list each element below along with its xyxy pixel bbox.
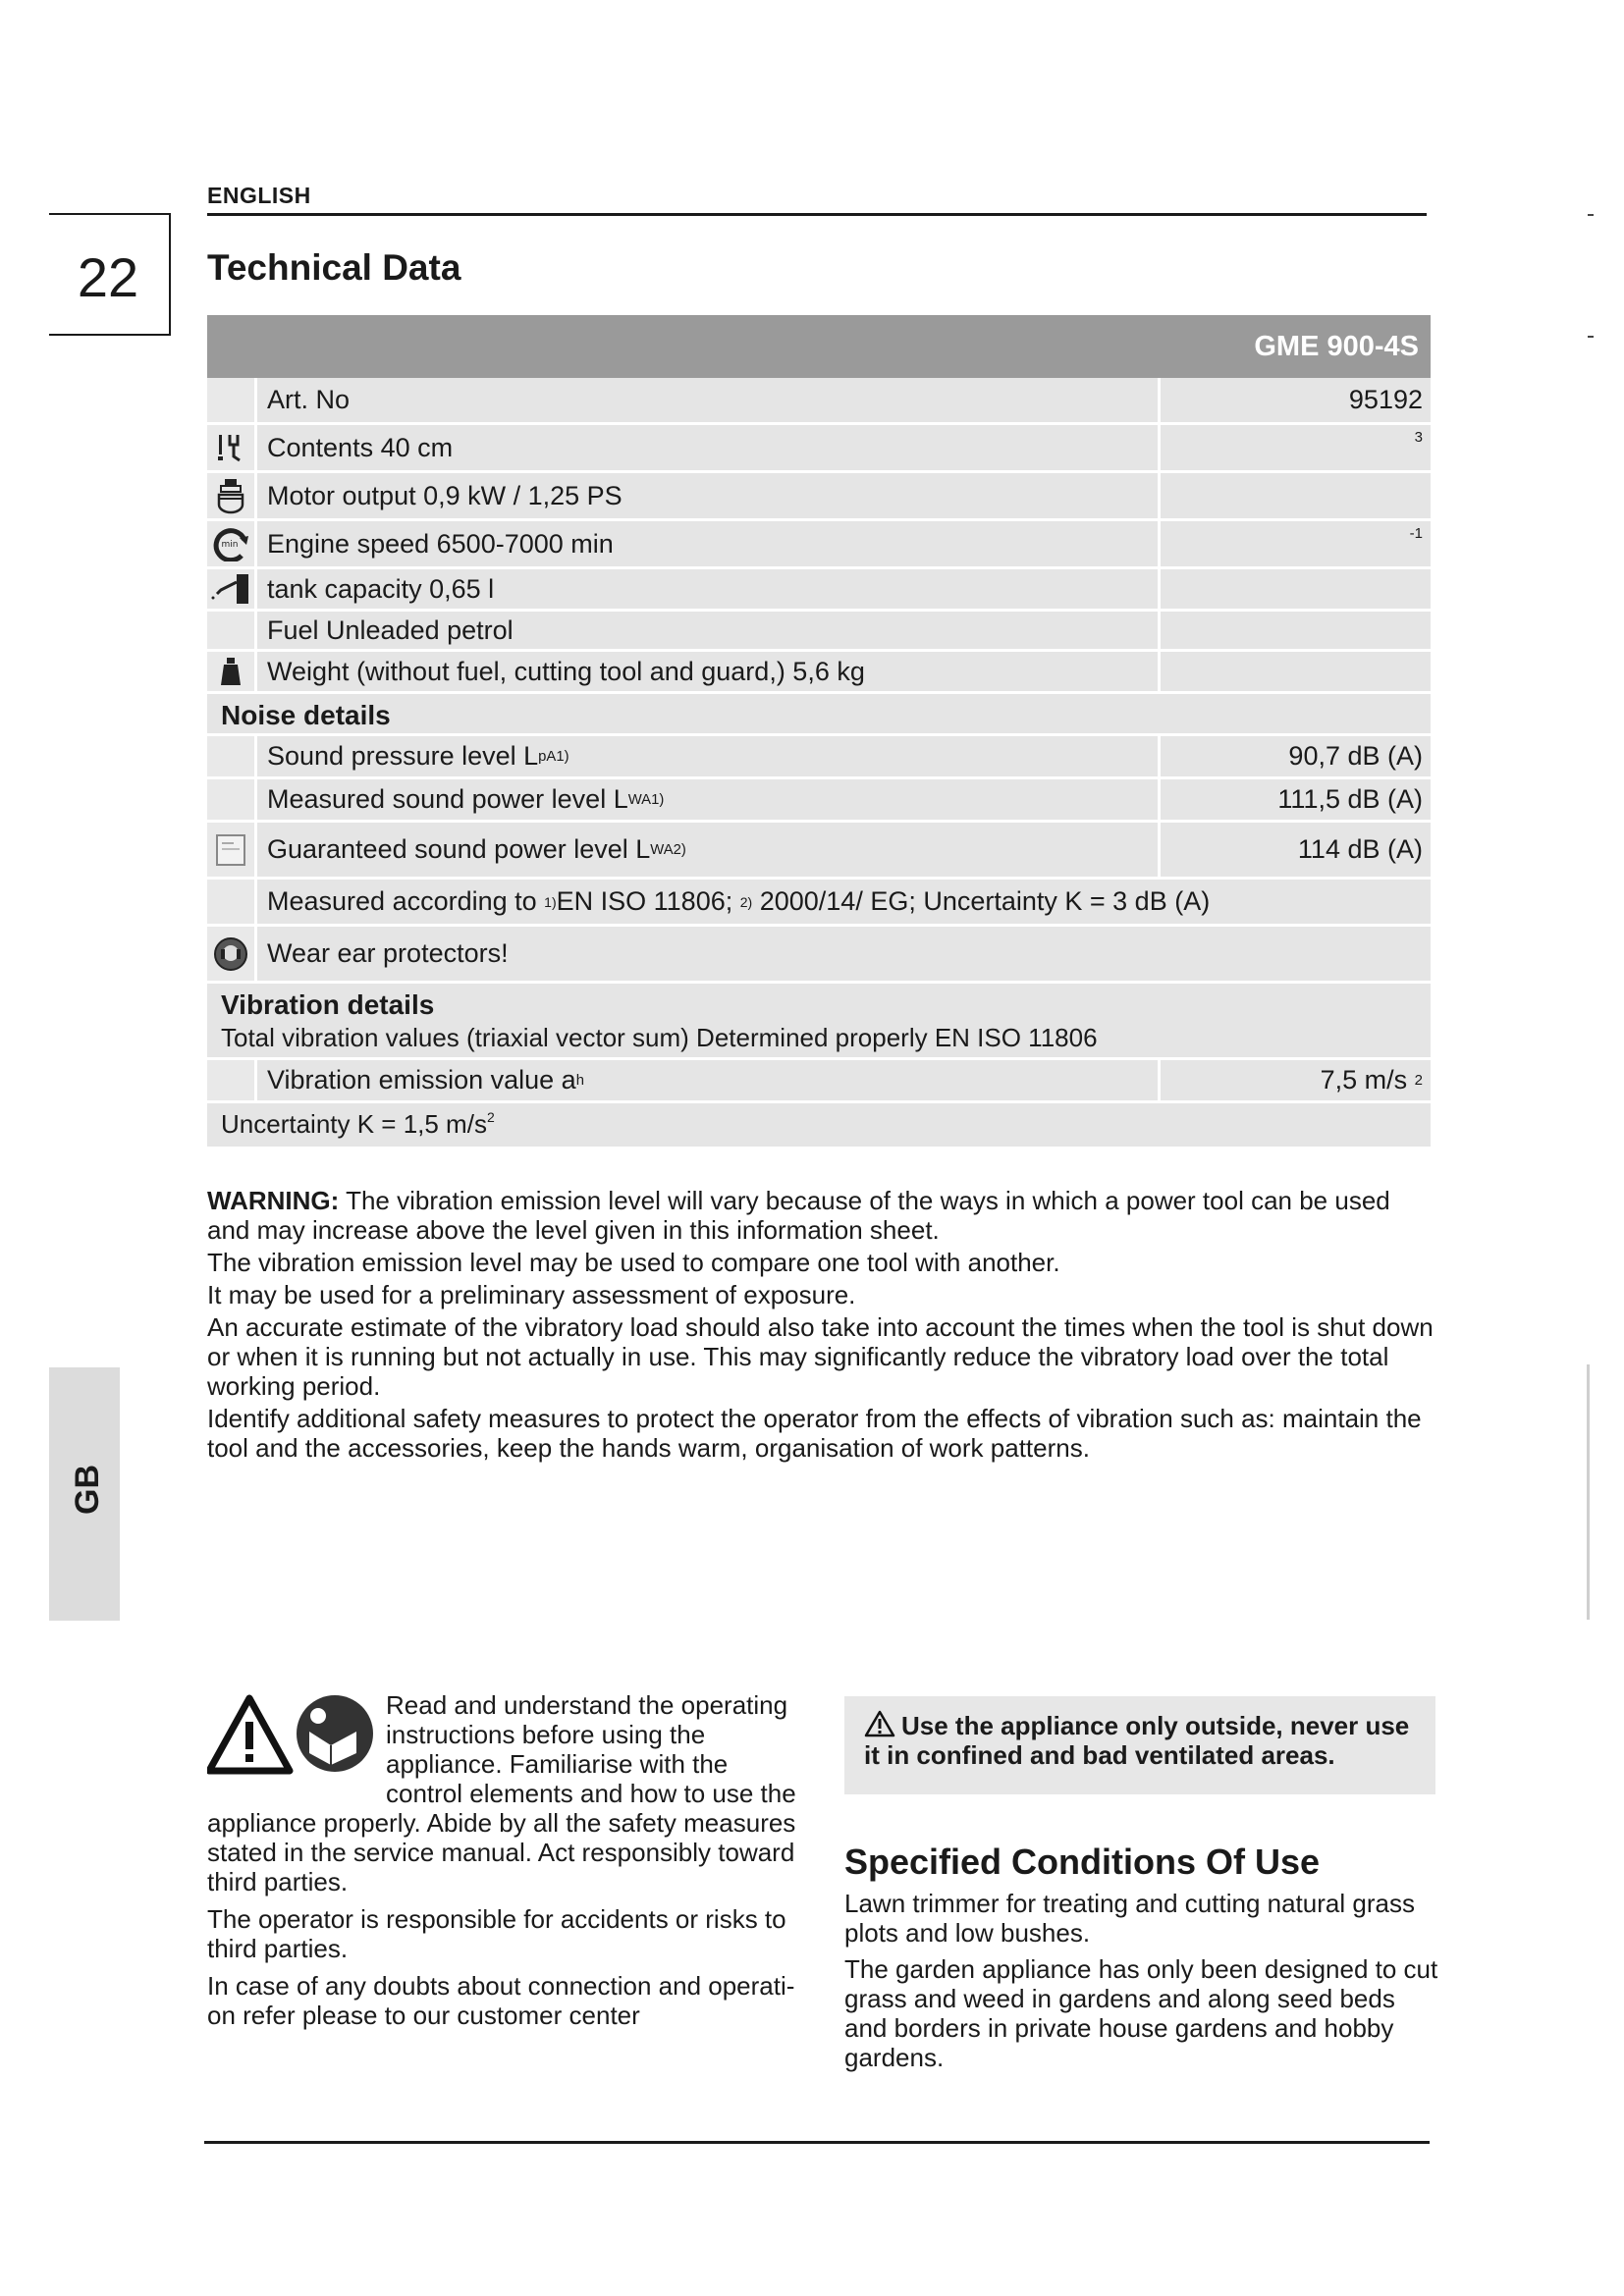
safety-paragraph: Read and understand the operating instructions before using the appliance. Familiarise with the control elements and how to use the appliance properly. Abide by all the safety measures stated in the service manual. Act responsibly toward third parties. [207, 1690, 796, 1896]
table-row-motor-output [207, 473, 1431, 521]
row-label: Contents 40 cm [257, 425, 1161, 470]
row-icon-empty [207, 378, 257, 422]
table-row-guaranteed-sound-power [207, 823, 1431, 880]
warning-paragraph: WARNING: The vibration emission level will vary because of the ways in which a power tool can be used and may increase above the level given in this information sheet. [207, 1186, 1390, 1245]
table-header [207, 315, 1431, 378]
table-row-vibration-emission [207, 1060, 1431, 1103]
table-row-contents [207, 425, 1431, 473]
row-value [1161, 652, 1431, 691]
vibration-intro: Total vibration values (triaxial vector sum) Determined properly EN ISO 11806 [221, 1023, 1098, 1052]
row-value: 111,5 dB (A) [1277, 784, 1423, 814]
row-value: -1 [1409, 525, 1423, 542]
row-label: Art. No [257, 378, 1161, 422]
rpm-gauge-icon [207, 521, 257, 566]
table-row-art-no [207, 378, 1431, 425]
table-row-engine-speed [207, 521, 1431, 569]
conditions-heading: Specified Conditions Of Use [844, 1842, 1321, 1882]
vibration-details-heading: Vibration details [221, 989, 435, 1020]
table-row-sound-pressure [207, 736, 1431, 779]
table-row-measured-according [207, 880, 1431, 927]
row-label: Weight (without fuel, cutting tool and guard,) 5,6 kg [257, 652, 1161, 691]
cutting-tool-icon [207, 425, 257, 470]
weight-icon [207, 652, 257, 691]
row-label: Vibration emission value a h [257, 1060, 1161, 1100]
side-tab-label: GB [69, 1465, 106, 1515]
page-title: Technical Data [207, 247, 461, 288]
warning-paragraph: It may be used for a preliminary assessment of exposure. [207, 1280, 856, 1309]
page-number: 22 [77, 246, 139, 308]
sound-level-sticker-icon [207, 823, 257, 877]
table-row-fuel [207, 612, 1431, 652]
ear-protection-icon [207, 927, 257, 981]
warning-triangle-icon [209, 1698, 290, 1771]
row-label: Engine speed 6500-7000 min [257, 521, 1161, 566]
language-label: ENGLISH [207, 183, 311, 208]
conditions-paragraph: The garden appliance has only been designed to cut grass and weed in gardens and along seed beds and borders in private house gardens and hobby gardens. [844, 1954, 1438, 2072]
row-icon-empty [207, 736, 257, 776]
row-icon-empty [207, 779, 257, 820]
row-icon-empty [207, 880, 257, 924]
outdoor-use-notice: Use the appliance only outside, never use it in confined and bad ventilated areas. [844, 1696, 1435, 1794]
safety-paragraph: In case of any doubts about connection and operati-on refer please to our customer center [207, 1971, 795, 2030]
row-value: 3 [1414, 429, 1423, 446]
warning-paragraph: An accurate estimate of the vibratory load should also take into account the times when the tool is shut down or when it is running but not actually in use. This may significantly reduce the vibratory load over the total working period. [207, 1312, 1434, 1401]
motor-icon [207, 473, 257, 518]
table-row-measured-sound-power [207, 779, 1431, 823]
noise-details-heading: Noise details [207, 694, 1431, 736]
row-icon-empty [207, 1060, 257, 1100]
footer-rule [204, 2141, 1430, 2144]
header-rule [207, 213, 1427, 216]
row-label: Wear ear protectors! [267, 938, 509, 968]
table-row-weight [207, 652, 1431, 694]
table-row-tank-capacity [207, 569, 1431, 612]
safety-instructions [207, 1690, 796, 2038]
row-value [1161, 473, 1431, 518]
svg-text:min: min [221, 540, 239, 550]
warning-paragraph: Identify additional safety measures to protect the operator from the effects of vibration such as: maintain the tool and the accessories, keep the hands warm, organisation of work patterns. [207, 1404, 1422, 1463]
warning-paragraph: The vibration emission level may be used to compare one tool with another. [207, 1248, 1060, 1277]
row-label: Fuel Unleaded petrol [257, 612, 1161, 649]
warning-text [207, 1186, 1435, 1466]
language-side-tab [49, 1367, 120, 1621]
row-value: 90,7 dB (A) [1288, 741, 1423, 771]
safety-paragraph: The operator is responsible for accidents or risks to third parties. [207, 1904, 786, 1963]
row-label: Motor output 0,9 kW / 1,25 PS [257, 473, 1161, 518]
conditions-text [844, 1889, 1443, 2079]
row-value: 114 dB (A) [1297, 834, 1423, 864]
row-label: Measured sound power level L WA 1) [257, 779, 1161, 820]
row-value [1161, 612, 1431, 649]
vibration-uncertainty: Uncertainty K = 1,5 $m/s^2$ [207, 1103, 1431, 1149]
trim-mark [1588, 336, 1594, 338]
vibration-details-section [207, 984, 1431, 1060]
row-value: 95192 [1348, 385, 1423, 414]
conditions-paragraph: Lawn trimmer for treating and cutting natural grass plots and low bushes. [844, 1889, 1415, 1948]
row-label: tank capacity 0,65 l [257, 569, 1161, 609]
row-value: 7,5 m/s 2 [1320, 1065, 1423, 1095]
model-name: GME 900-4S [1254, 331, 1419, 362]
row-label: Sound pressure level L pA 1) [257, 736, 1161, 776]
table-row-ear-protection [207, 927, 1431, 984]
technical-data-table [207, 315, 1431, 1149]
row-value [1161, 569, 1431, 609]
warning-triangle-icon [864, 1710, 895, 1737]
fuel-can-icon [207, 569, 257, 609]
edge-line [1587, 1364, 1590, 1620]
read-manual-icon [297, 1695, 373, 1772]
row-icon-empty [207, 612, 257, 649]
row-label: Measured according to 1) EN ISO 11806; 2) 2000/14/ EG; Uncertainty K = 3 dB (A) [267, 886, 1211, 916]
row-label: Guaranteed sound power level L WA 2) [257, 823, 1161, 877]
warning-icons [207, 1692, 376, 1781]
trim-mark [1588, 214, 1594, 216]
